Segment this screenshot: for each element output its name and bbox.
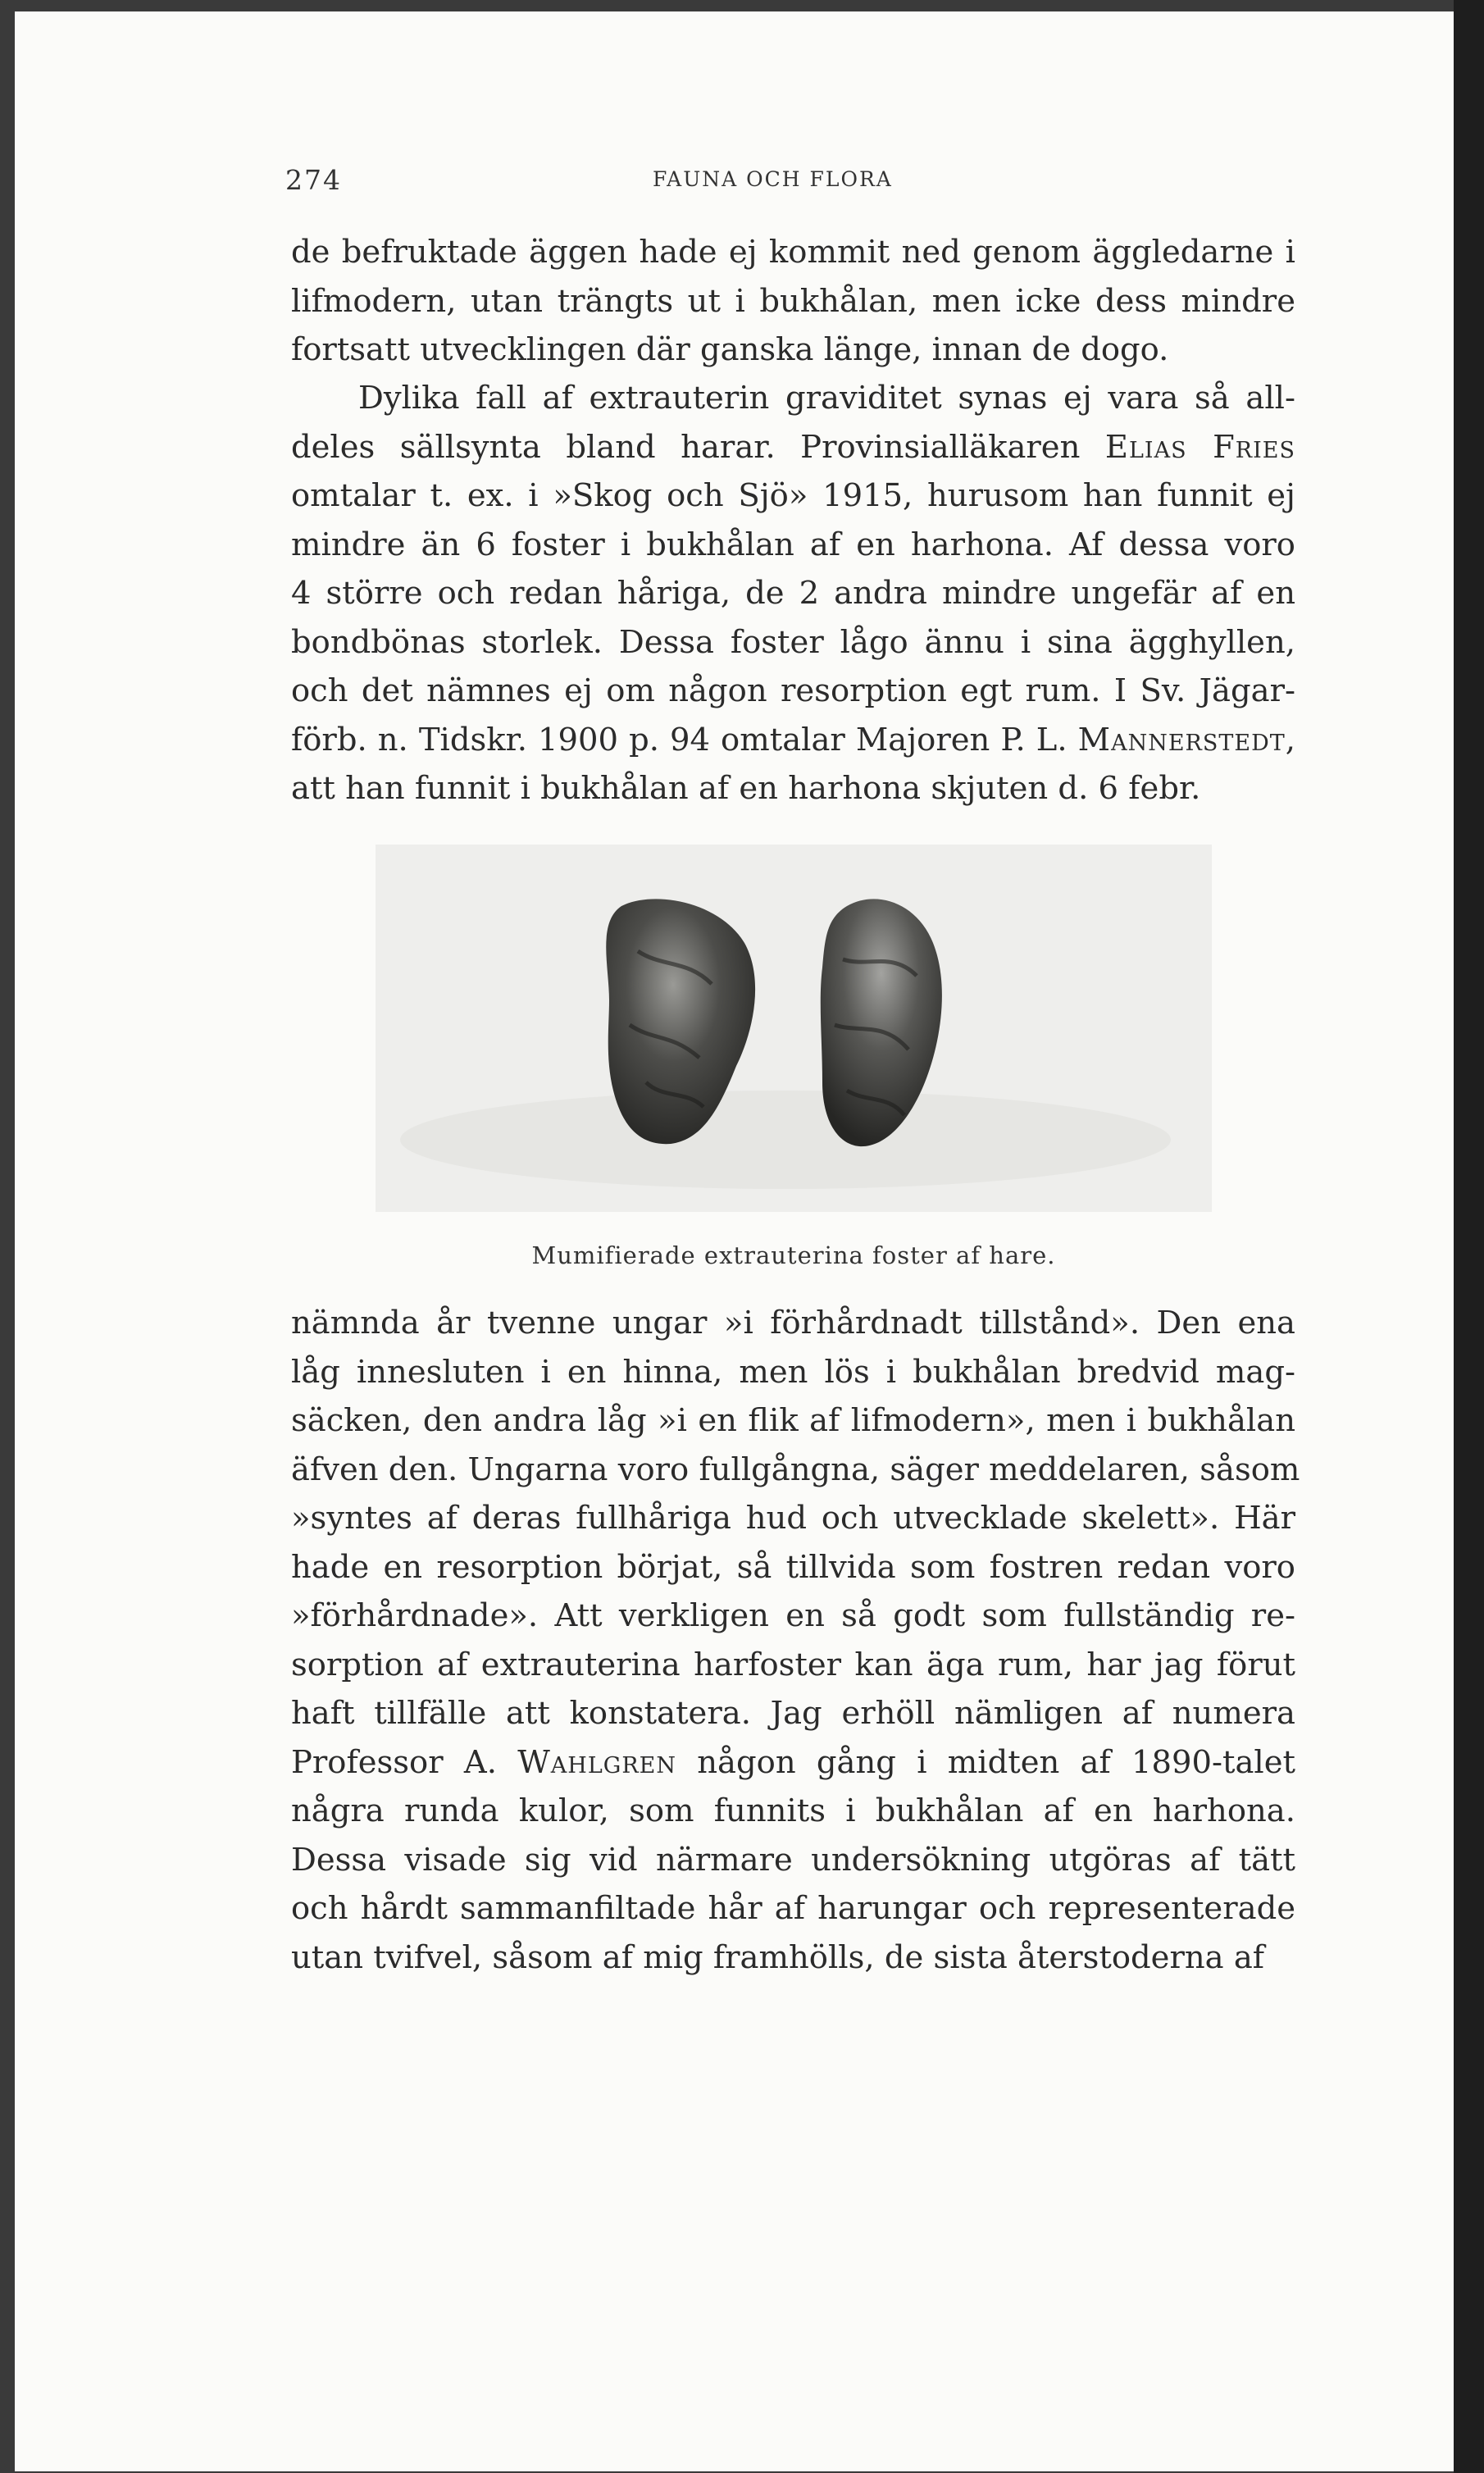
mummified-foetus-image — [376, 845, 1212, 1212]
text-line: 4 större och redan håriga, de 2 andra mindre ungefär af en — [291, 575, 1295, 612]
text-line: de befruktade äggen hade ej kommit ned genom äggledarne i — [291, 234, 1295, 271]
text-line: och det nämnes ej om någon resorption egt rum. I Sv. Jägar- — [291, 672, 1295, 709]
text-line: förb. n. Tidskr. 1900 p. 94 omtalar Majoren P. L. Mannerstedt, — [291, 721, 1295, 758]
text-line: Dessa visade sig vid närmare undersökning utgöras af tätt — [291, 1841, 1295, 1879]
figure-photo — [376, 845, 1212, 1212]
text-line: äfven den. Ungarna voro fullgångna, säger meddelaren, såsom — [291, 1451, 1300, 1488]
text-line: nämnda år tvenne ungar »i förhårdnadt tillstånd». Den ena — [291, 1305, 1295, 1341]
text-line: omtalar t. ex. i »Skog och Sjö» 1915, hurusom han funnit ej — [291, 477, 1295, 514]
text-line: fortsatt utvecklingen där ganska länge, innan de dogo. — [291, 331, 1169, 368]
page-header — [285, 164, 1318, 213]
text-line: lifmodern, utan trängts ut i bukhålan, men icke dess mindre — [291, 282, 1295, 320]
text-line: »förhårdnade». Att verkligen en så godt som fullständig re- — [291, 1597, 1295, 1634]
text-line: och hårdt sammanfiltade hår af harungar och representerade — [291, 1890, 1295, 1927]
text-line: »syntes af deras fullhåriga hud och utvecklade skelett». Här — [291, 1500, 1295, 1537]
text-line: mindre än 6 foster i bukhålan af en harhona. Af dessa voro — [291, 526, 1295, 563]
text-line: hade en resorption börjat, så tillvida som fostren redan voro — [291, 1548, 1295, 1586]
figure-caption: Mumifierade extrauterina foster af hare. — [531, 1241, 1056, 1269]
text-line: deles sällsynta bland harar. Provinsialläkaren Elias Fries — [291, 428, 1295, 466]
paragraph-3 — [291, 1299, 1300, 1982]
author-name: Mannerstedt — [1077, 721, 1286, 758]
text-line: Professor A. Wahlgren någon gång i midten af 1890-talet — [291, 1743, 1296, 1781]
running-head: FAUNA OCH FLORA — [653, 167, 893, 191]
author-name: Wahlgren — [517, 1743, 676, 1781]
text-line: sorption af extrauterina harfoster kan äga rum, har jag förut — [291, 1646, 1295, 1683]
text-line: utan tvifvel, såsom af mig framhölls, de sista återstoderna af — [291, 1938, 1265, 1976]
text-line: låg innesluten i en hinna, men lös i bukhålan bredvid mag- — [291, 1353, 1295, 1391]
scan-edge — [1454, 0, 1484, 2473]
paragraph-1 — [291, 228, 1295, 375]
paragraph-2 — [291, 374, 1295, 813]
author-name: Elias Fries — [1104, 428, 1295, 466]
text-line: några runda kulor, som funnits i bukhålan af en harhona. — [291, 1792, 1295, 1829]
text-line: haft tillfälle att konstatera. Jag erhöll nämligen af numera — [291, 1695, 1295, 1732]
text-line: att han funnit i bukhålan af en harhona skjuten d. 6 febr. — [291, 770, 1201, 807]
text-line: Dylika fall af extrauterin graviditet synas ej vara så all- — [358, 380, 1295, 417]
text-line: säcken, den andra låg »i en flik af lifmodern», men i bukhålan — [291, 1402, 1295, 1439]
text-line: bondbönas storlek. Dessa foster lågo ännu i sina ägghyllen, — [291, 623, 1295, 661]
page-number: 274 — [285, 164, 342, 196]
